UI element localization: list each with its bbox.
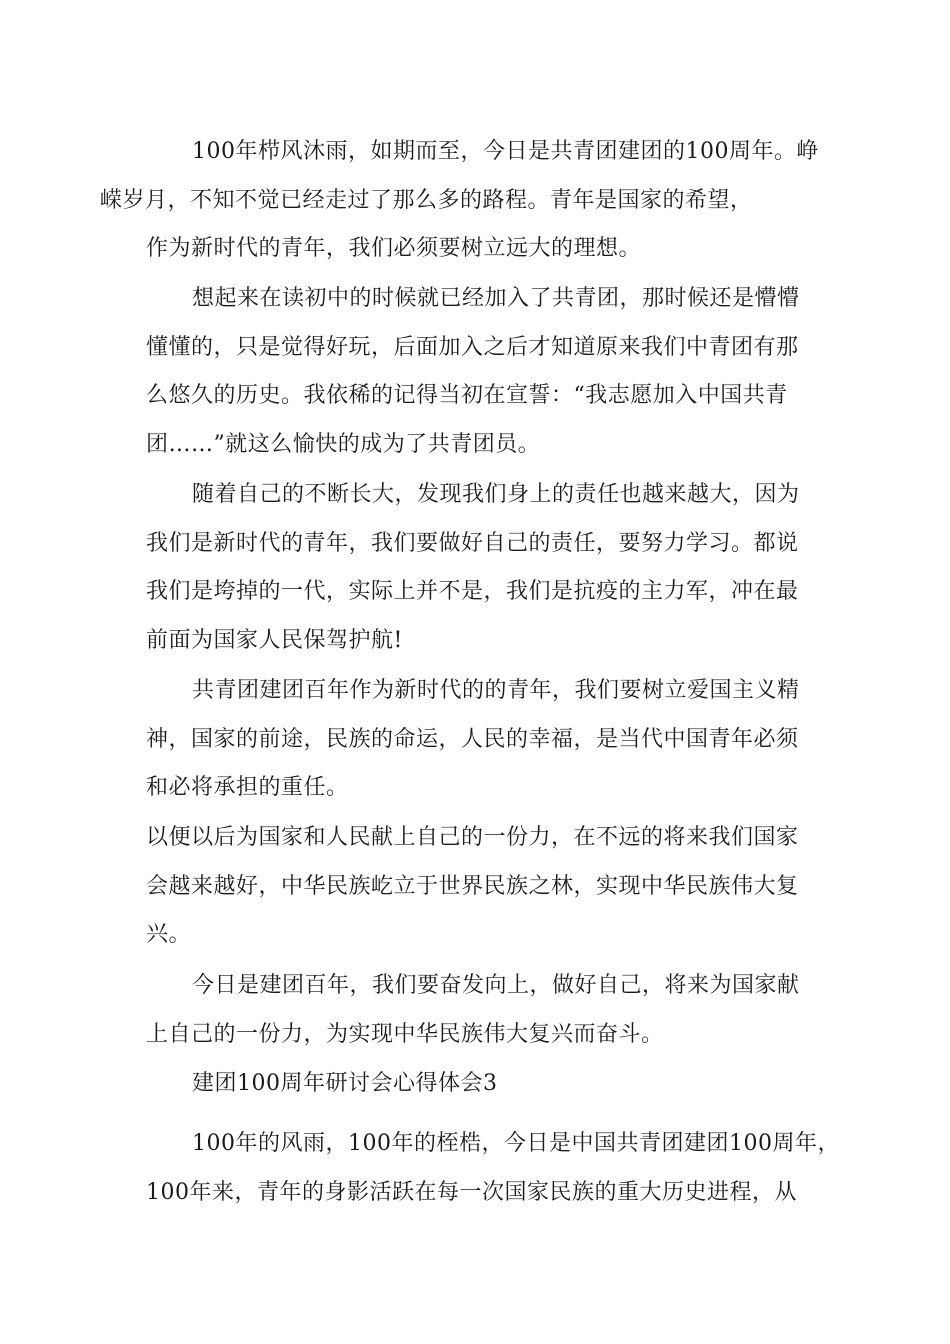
text-line: 前面为国家人民保驾护航! [146,627,403,653]
paragraph-7 [146,1120,840,1217]
section-heading [146,1060,826,1109]
text-line: 共青团建团百年作为新时代的的青年，我们要树立爱国主义精 [192,678,800,703]
text-line: 会越来越好，中华民族屹立于世界民族之林，实现中华民族伟大复 [146,873,799,899]
text-line: 上自己的一份力，为实现中华民族伟大复兴而奋斗。 [146,1021,664,1047]
text-line: 100年的风雨，100年的桎梏，今日是中国共青团建团100周年， [192,1131,840,1156]
text-line: 么悠久的历史。我依稀的记得当初在宣誓：“我志愿加入中国共青 [146,383,788,408]
text-line: 嵘岁月，不知不觉已经走过了那么多的路程。青年是国家的希望， [100,187,753,213]
text-line: 随着自己的不断长大，发现我们身上的责任也越来越大，因为 [192,482,800,507]
text-line: 想起来在读初中的时候就已经加入了共青团，那时候还是懵懵 [192,286,800,311]
paragraph-2 [146,275,826,469]
paragraph-4 [146,667,826,813]
text-line: 兴。 [146,922,192,947]
text-line: 100年栉风沐雨，如期而至，今日是共青团建团的100周年。峥 [192,139,819,164]
text-line: 我们是新时代的青年，我们要做好自己的责任，要努力学习。都说 [146,530,799,556]
text-line: 以便以后为国家和人民献上自己的一份力，在不远的将来我们国家 [146,825,799,850]
paragraph-5 [146,814,826,960]
paragraph-1 [100,128,826,274]
paragraph-6 [146,962,826,1059]
text-line: 我们是垮掉的一代，实际上并不是，我们是抗疫的主力军，冲在最 [146,579,799,604]
paragraph-3 [146,471,826,665]
text-line: 作为新时代的青年，我们必须要树立远大的理想。 [146,236,642,261]
text-line: 和必将承担的重任。 [146,775,349,800]
text-line: 神，国家的前途，民族的命运，人民的幸福，是当代中国青年必须 [146,726,799,752]
heading-text: 建团100周年研讨会心得体会3 [192,1071,498,1096]
text-line: 团……”就这么愉快的成为了共青团员。 [146,431,541,457]
text-line: 今日是建团百年，我们要奋发向上，做好自己，将来为国家献 [192,973,800,998]
text-line: 懂懂的，只是觉得好玩，后面加入之后才知道原来我们中青团有那 [146,334,799,360]
text-line: 100年来，青年的身影活跃在每一次国家民族的重大历史进程，从 [146,1179,797,1205]
